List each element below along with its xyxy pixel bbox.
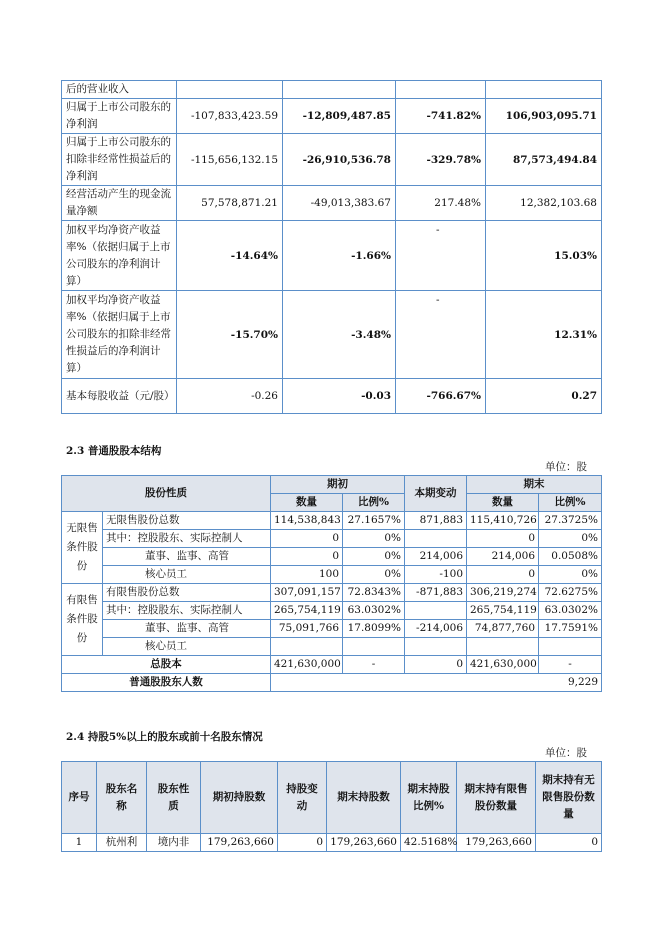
cell: 179,263,660	[457, 834, 536, 852]
cell-r2: 17.7591%	[539, 620, 602, 638]
row-label: 董事、监事、高管	[103, 548, 271, 566]
row-label: 归属于上市公司股东的扣除非经常性损益后的净利润	[62, 134, 177, 186]
holders-value: 9,229	[271, 674, 602, 692]
cell: 杭州利	[97, 834, 147, 852]
table-row	[62, 602, 602, 620]
total-r1: -	[343, 656, 405, 674]
row-label: 无限售股份总数	[103, 512, 271, 530]
cell-c4: 87,573,494.84	[486, 134, 602, 186]
cell-c3: 217.48%	[396, 186, 486, 221]
header-begin: 期初	[271, 476, 405, 494]
cell-q2: 0	[467, 566, 539, 584]
cell-chg	[405, 638, 467, 656]
cell-c2: -0.03	[283, 379, 396, 414]
unit-label: 单位：股	[545, 461, 587, 473]
table-row	[62, 134, 602, 186]
table-row	[62, 512, 602, 530]
cell-c3	[396, 81, 486, 99]
share-structure-table	[61, 475, 602, 692]
cell-r1: 27.1657%	[343, 512, 405, 530]
column-header: 期末持股比例%	[401, 762, 457, 834]
table-row	[62, 291, 602, 379]
cell-c1: -15.70%	[177, 291, 283, 379]
row-label: 经营活动产生的现金流量净额	[62, 186, 177, 221]
row-label: 董事、监事、高管	[103, 620, 271, 638]
cell-c2: -3.48%	[283, 291, 396, 379]
table-row	[62, 566, 602, 584]
row-label: 基本每股收益（元/股）	[62, 379, 177, 414]
cell-c2: -26,910,536.78	[283, 134, 396, 186]
table-row	[62, 530, 602, 548]
table-row	[62, 834, 602, 852]
cell-chg: 871,883	[405, 512, 467, 530]
cell-q2: 214,006	[467, 548, 539, 566]
cell-chg	[405, 602, 467, 620]
header-end: 期末	[467, 476, 602, 494]
column-header: 序号	[62, 762, 97, 834]
cell-c1	[177, 81, 283, 99]
row-label: 其中：控股股东、实际控制人	[103, 530, 271, 548]
column-header: 持股变动	[278, 762, 327, 834]
cell-c4: 15.03%	[486, 221, 602, 291]
cell-c3: -329.78%	[396, 134, 486, 186]
row-label: 加权平均净资产收益率%（依据归属于上市公司股东的净利润计算）	[62, 221, 177, 291]
cell-chg: 214,006	[405, 548, 467, 566]
cell-c4: 12.31%	[486, 291, 602, 379]
header-qty-begin: 数量	[271, 494, 343, 512]
cell-c2	[283, 81, 396, 99]
header-ratio-begin: 比例%	[343, 494, 405, 512]
cell-r2: 27.3725%	[539, 512, 602, 530]
cell-r2: 63.0302%	[539, 602, 602, 620]
cell-chg: -214,006	[405, 620, 467, 638]
cell-c1: -14.64%	[177, 221, 283, 291]
cell: 179,263,660	[327, 834, 401, 852]
cell: 境内非	[147, 834, 201, 852]
total-r2: -	[539, 656, 602, 674]
cell-c1: -107,833,423.59	[177, 99, 283, 134]
column-header: 股东性质	[147, 762, 201, 834]
cell-c1: -115,656,132.15	[177, 134, 283, 186]
table-row	[62, 81, 602, 99]
cell-q1: 0	[271, 548, 343, 566]
cell: 1	[62, 834, 97, 852]
cell-c3: -	[396, 291, 486, 379]
group-limited: 有限售条件股份	[62, 584, 103, 656]
top-shareholders-table	[61, 761, 602, 852]
column-header: 股东名称	[97, 762, 147, 834]
cell-c4: 0.27	[486, 379, 602, 414]
cell-c4: 106,903,095.71	[486, 99, 602, 134]
cell-q1: 265,754,119	[271, 602, 343, 620]
column-header: 期末持有无限售股份数量	[536, 762, 602, 834]
total-chg: 0	[405, 656, 467, 674]
cell-r2: 0%	[539, 566, 602, 584]
cell: 179,263,660	[201, 834, 278, 852]
cell-q2: 265,754,119	[467, 602, 539, 620]
table-row	[62, 221, 602, 291]
cell: 0	[278, 834, 327, 852]
cell-r1: 17.8099%	[343, 620, 405, 638]
cell-c4: 12,382,103.68	[486, 186, 602, 221]
cell-c1: -0.26	[177, 379, 283, 414]
cell-chg: -871,883	[405, 584, 467, 602]
cell-r2	[539, 638, 602, 656]
cell-r1: 63.0302%	[343, 602, 405, 620]
cell-r1: 0%	[343, 548, 405, 566]
cell-r2: 0.0508%	[539, 548, 602, 566]
cell-q2: 0	[467, 530, 539, 548]
cell-q2: 306,219,274	[467, 584, 539, 602]
row-label: 有限售股份总数	[103, 584, 271, 602]
cell-c2: -49,013,383.67	[283, 186, 396, 221]
header-change: 本期变动	[405, 476, 467, 512]
cell-c2: -1.66%	[283, 221, 396, 291]
row-label: 后的营业收入	[62, 81, 177, 99]
cell-chg: -100	[405, 566, 467, 584]
total-q2: 421,630,000	[467, 656, 539, 674]
table-row	[62, 620, 602, 638]
row-label: 核心员工	[103, 566, 271, 584]
holders-label: 普通股股东人数	[62, 674, 271, 692]
header-nature: 股份性质	[62, 476, 271, 512]
row-label: 加权平均净资产收益率%（依据归属于上市公司股东的扣除非经常性损益后的净利润计算）	[62, 291, 177, 379]
row-label: 归属于上市公司股东的净利润	[62, 99, 177, 134]
cell-r1	[343, 638, 405, 656]
header-ratio-end: 比例%	[539, 494, 602, 512]
cell: 42.5168%	[401, 834, 457, 852]
total-label: 总股本	[62, 656, 271, 674]
cell-c3: -741.82%	[396, 99, 486, 134]
table-row	[62, 638, 602, 656]
table-row	[62, 584, 602, 602]
row-label: 其中：控股股东、实际控制人	[103, 602, 271, 620]
header-qty-end: 数量	[467, 494, 539, 512]
column-header: 期末持股数	[327, 762, 401, 834]
cell-q1: 0	[271, 530, 343, 548]
cell-c2: -12,809,487.85	[283, 99, 396, 134]
section-2-4-title: 2.4 持股5%以上的股东或前十名股东情况	[66, 731, 263, 743]
cell-chg	[405, 530, 467, 548]
cell: 0	[536, 834, 602, 852]
cell-q1: 307,091,157	[271, 584, 343, 602]
group-unlimited: 无限售条件股份	[62, 512, 103, 584]
cell-c4	[486, 81, 602, 99]
row-label: 核心员工	[103, 638, 271, 656]
cell-c1: 57,578,871.21	[177, 186, 283, 221]
section-2-3-title: 2.3 普通股股本结构	[66, 445, 162, 457]
column-header: 期末持有限售股份数量	[457, 762, 536, 834]
column-header: 期初持股数	[201, 762, 278, 834]
cell-q1	[271, 638, 343, 656]
cell-q1: 114,538,843	[271, 512, 343, 530]
cell-q1: 100	[271, 566, 343, 584]
table-row	[62, 99, 602, 134]
table-row	[62, 186, 602, 221]
total-q1: 421,630,000	[271, 656, 343, 674]
cell-r2: 72.6275%	[539, 584, 602, 602]
cell-r2: 0%	[539, 530, 602, 548]
cell-r1: 0%	[343, 530, 405, 548]
cell-q2: 74,877,760	[467, 620, 539, 638]
unit-label-2: 单位：股	[545, 747, 587, 759]
cell-r1: 0%	[343, 566, 405, 584]
cell-c3: -766.67%	[396, 379, 486, 414]
cell-q1: 75,091,766	[271, 620, 343, 638]
cell-q2	[467, 638, 539, 656]
financial-indicators-table	[61, 80, 602, 414]
table-row	[62, 548, 602, 566]
cell-q2: 115,410,726	[467, 512, 539, 530]
cell-r1: 72.8343%	[343, 584, 405, 602]
table-row	[62, 379, 602, 414]
cell-c3: -	[396, 221, 486, 291]
